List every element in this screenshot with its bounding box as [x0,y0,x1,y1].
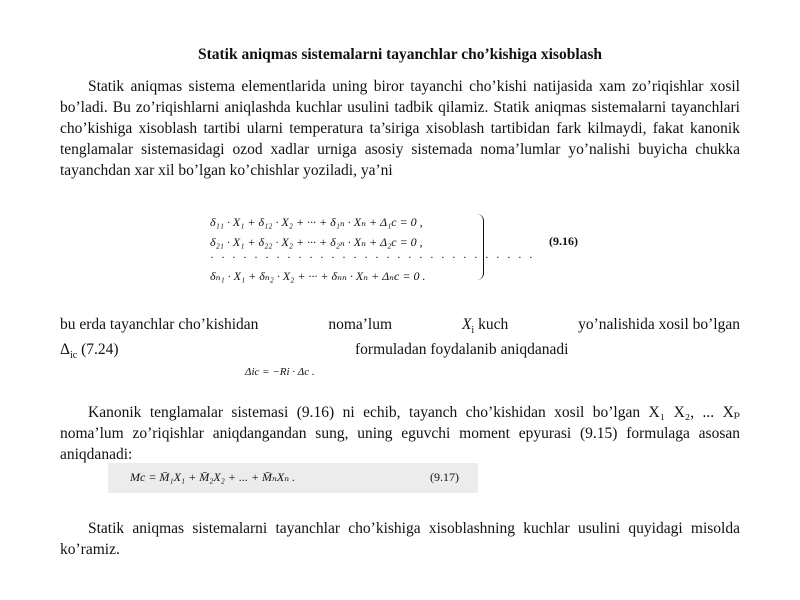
right-brace [477,214,484,280]
equation-lines [210,212,535,286]
page-title: Statik aniqmas sistemalarni tayanchlar cho’kishiga xisoblash [197,46,603,63]
equation-dots: · · · · · · · · · · · · · · · · · · · · · · · · · · · · · · [210,250,535,264]
equation-number: (9.16) [549,234,578,248]
var-x: X [461,316,472,333]
equation-line-2: δ₂₁ · X₁ + δ₂₂ · X₂ + ··· + δ₂ₙ · Xₙ + Δ₂c = 0 , [210,235,423,249]
delta-sub: ic [69,350,78,362]
text-a-part4: kuch [478,316,509,333]
paragraph-canonical: Kanonik tenglamalar sistemasi (9.16) ni echib, tayanch cho’kishidan xosil bo’lgan X₁ X₂, ... Xₚ noma’lum zo’riqishlar aniqdangandan sung, uning eguvchi moment epyurasi (9.15) formulaga asosan aniqdanadi: [60,404,740,463]
equation-system [205,212,605,282]
text-a-var [462,314,508,341]
moment-equation-box [108,463,478,493]
text-a-part5: yo’nalishida xosil bo’lgan [578,316,740,333]
delta-formula: Δic = −Ri · Δc . [245,366,315,378]
paragraph-intro: Statik aniqmas sistema elementlarida uning biror tayanchi cho’kishi natijasida xam zo’riqishlar xosil bo’ladi. Bu zo’riqishlarni aniqlashda kuchlar usulini tadbik qilamiz. Statik aniqmas sistemalarni tayanchlari cho’kishiga xisoblash tartibi ularni temperatura ta’siriga xisoblash tartibidan fark kilmaydi, fakat kanonik tenglamalar sistemasidagi ozod xadlar urniga asosiy sistemada noma’lumlar yo’nalishi buyicha chukka tayanchdan xar xil bo’lgan ko’chishlar yoziladi, ya’ni [60,78,740,179]
formula-ref: (7.24) [81,341,119,358]
text-a-part1: bu erda tayanchlar cho’kishidan [60,316,259,333]
equation-line-1: δ₁₁ · X₁ + δ₁₂ · X₂ + ··· + δ₁ₙ · Xₙ + Δ₁c = 0 , [210,215,423,229]
moment-equation-number: (9.17) [430,470,459,484]
delta-symbol: Δ [60,341,70,358]
text-line-b-left [60,341,119,361]
var-x-sub: i [471,325,475,337]
paragraph-closing: Statik aniqmas sistemalarni tayanchlar cho’kishiga xisoblashning kuchlar usulini quyidagi misolda ko’ramiz. [60,520,740,558]
equation-line-3: δₙ₁ · X₁ + δₙ₂ · X₂ + ··· + δₙₙ · Xₙ + Δₙc = 0 . [210,269,426,283]
text-line-a [60,314,740,341]
moment-formula: Mc = M̄₁X₁ + M̄₂X₂ + ... + M̄ₙXₙ . [130,470,296,484]
text-a-part2: noma’lum [328,316,393,333]
text-line-b-right: formuladan foydalanib aniqdanadi [355,341,569,358]
